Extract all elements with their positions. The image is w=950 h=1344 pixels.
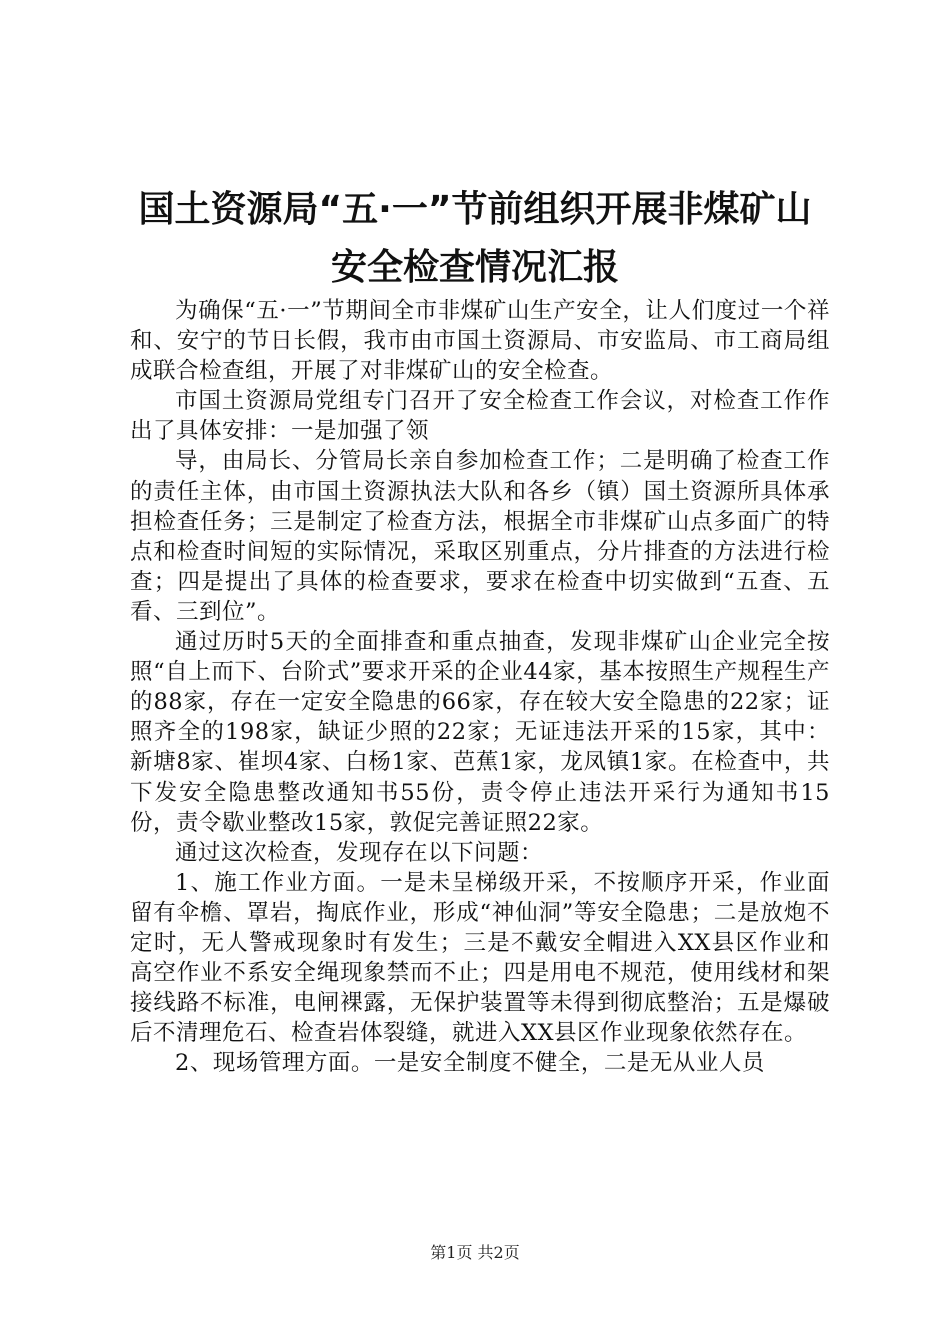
paragraph-intro: 为确保“五·一”节期间全市非煤矿山生产安全，让人们度过一个祥和、安宁的节日长假，我市由市国土资源局、市安监局、市工商局组成联合检查组，开展了对非煤矿山的安全检查。 <box>130 298 830 385</box>
paragraph-management-issues: 2、现场管理方面。一是安全制度不健全，二是无从业人员 <box>175 1050 765 1077</box>
paragraph-results: 通过历时5天的全面排查和重点抽查，发现非煤矿山企业完全按照“自上而下、台阶式”要求开采的企业44家，基本按照生产规程生产的88家，存在一定安全隐患的66家，存在较大安全隐患的22家；证照齐全的198家，缺证少照的22家；无证违法开采的15家，其中：新塘8家、崔坝4家、白杨1家、芭蕉1家，龙凤镇1家。在检查中，共下发安全隐患整改通知书55份，责令停止违法开采行为通知书15份，责令歇业整改15家，敦促完善证照22家。 <box>130 629 830 836</box>
document-title-line-1: 国土资源局“五·一”节前组织开展非煤矿山 <box>138 189 812 230</box>
page-footer: 第1页 共2页 <box>430 1243 520 1262</box>
paragraph-construction-issues: 1、施工作业方面。一是未呈梯级开采，不按顺序开采，作业面留有伞檐、罩岩，掏底作业，形成“神仙洞”等安全隐患；二是放炮不定时，无人警戒现象时有发生；三是不戴安全帽进入XX县区作业和高空作业不系安全绳现象禁而不止；四是用电不规范，使用线材和架接线路不标准，电闸裸露，无保护装置等未得到彻底整治；五是爆破后不清理危石、检查岩体裂缝，就进入XX县区作业现象依然存在。 <box>130 869 830 1047</box>
document-body <box>130 296 830 1078</box>
document-title-line-2: 安全检查情况汇报 <box>330 247 619 288</box>
paragraph-meeting: 市国土资源局党组专门召开了安全检查工作会议，对检查工作作出了具体安排：一是加强了领 <box>130 388 830 445</box>
paragraph-problems-intro: 通过这次检查，发现存在以下问题： <box>175 839 544 866</box>
paragraph-arrangements: 导，由局长、分管局长亲自参加检查工作；二是明确了检查工作的责任主体，由市国土资源执法大队和各乡（镇）国土资源所具体承担检查任务；三是制定了检查方法，根据全市非煤矿山点多面广的特点和检查时间短的实际情况，采取区别重点，分片排查的方法进行检查；四是提出了具体的检查要求，要求在检查中切实做到“五查、五看、三到位”。 <box>130 448 830 625</box>
